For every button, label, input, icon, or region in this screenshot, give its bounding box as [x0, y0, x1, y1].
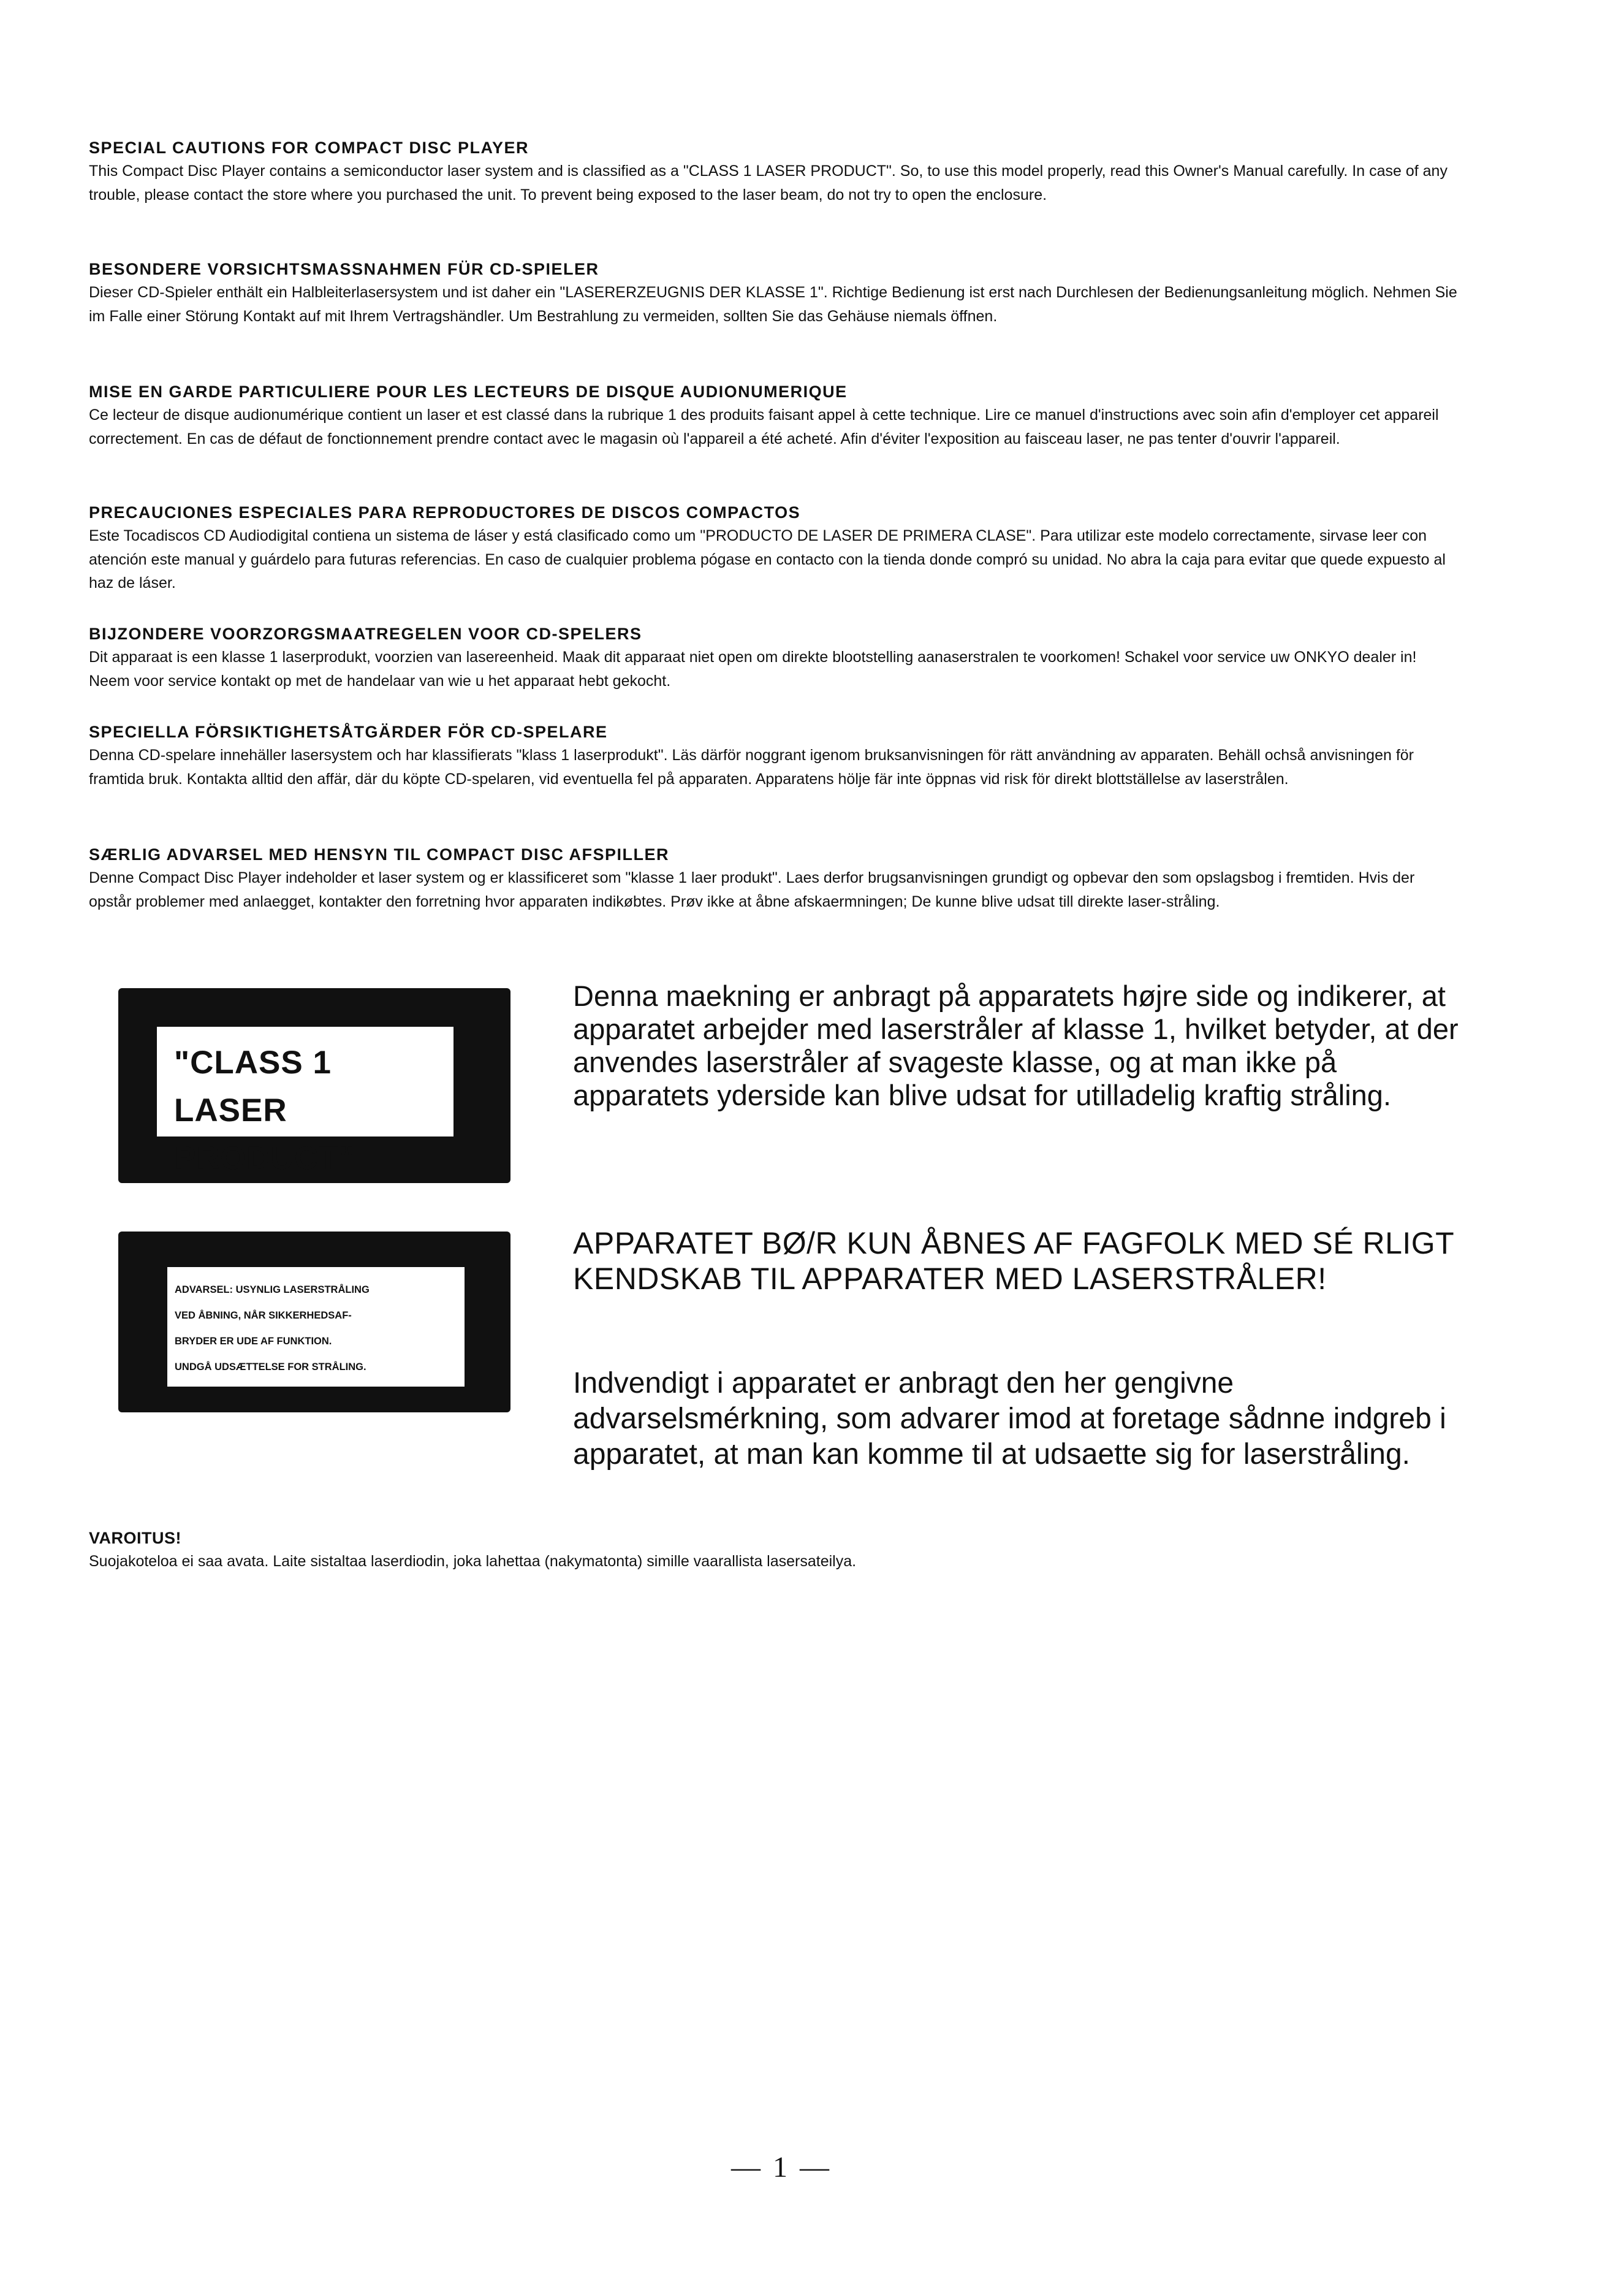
- section-title: SÆRLIG ADVARSEL MED HENSYN TIL COMPACT DISC AFSPILLER: [89, 845, 670, 864]
- page-number: — 1 —: [731, 2151, 832, 2183]
- section-body: Denna CD-spelare innehäller lasersystem och har klassifierats "klass 1 laserprodukt". Läs därför noggrant igenom bruksanvisningen för rätt användning av apparaten. Behäll ochså anvisningen för framtida bruk. Kontakta alltid den affär, där du köpte CD-spelaren, vid eventuella fel på apparaten. Apparatens hölje fär inte öppnas vid risk för direkt blottställelse av laserstrålen.: [89, 747, 1414, 788]
- section-english: [89, 136, 1459, 207]
- section-spanish: [89, 501, 1459, 595]
- warning-description: Indvendigt i apparatet er anbragt den her gengivne advarselsmérkning, som advarer imod at foretage sådnne indgreb i apparatet, at man kan komme til at udsaette sig for laserstråling.: [573, 1367, 1446, 1471]
- section-body: Dit apparaat is een klasse 1 laserprodukt, voorzien van lasereenheid. Maak dit apparaat niet open om direkte blootstelling aanaserstralen te voorkomen! Schakel voor service uw ONKYO dealer in! Neem voor service kontakt op met de handelaar van wie u het apparaat hebt gekocht.: [89, 649, 1417, 690]
- laser-warning-label-panel: [167, 1267, 465, 1387]
- section-title: SPECIAL CAUTIONS FOR COMPACT DISC PLAYER: [89, 139, 529, 157]
- class1-laser-label: [118, 988, 510, 1183]
- section-title: VAROITUS!: [89, 1529, 181, 1547]
- warning-label-line: UNDGÅ UDSÆTTELSE FOR STRÅLING.: [175, 1361, 366, 1373]
- warning-label-line: BRYDER ER UDE AF FUNKTION.: [175, 1336, 332, 1347]
- warning-label-line: VED ÅBNING, NÅR SIKKERHEDSAF-: [175, 1310, 352, 1321]
- warning-heading: APPARATET BØ/R KUN ÅBNES AF FAGFOLK MED SÉ RLIGT KENDSKAB TIL APPARATER MED LASERSTRÅLER!: [573, 1226, 1454, 1296]
- section-title: BESONDERE VORSICHTSMASSNAHMEN FÜR CD-SPIELER: [89, 260, 599, 278]
- section-title: MISE EN GARDE PARTICULIERE POUR LES LECTEURS DE DISQUE AUDIONUMERIQUE: [89, 383, 848, 401]
- class1-label-description: Denna maekning er anbragt på apparatets højre side og indikerer, at apparatet arbejder med laserstråler af klasse 1, hvilket betyder, at der anvendes laserstråler af svageste klasse, og at man ikke på apparatets yderside kan blive udsat for utilladelig kraftig stråling.: [573, 980, 1459, 1111]
- section-german: [89, 257, 1459, 328]
- section-finnish: [89, 1526, 1459, 1574]
- section-body: This Compact Disc Player contains a semiconductor laser system and is classified as a "CLASS 1 LASER PRODUCT". So, to use this model properly, read this Owner's Manual carefully. In case of any trouble, please contact the store where you purchased the unit. To prevent being exposed to the laser beam, do not try to open the enclosure.: [89, 162, 1448, 204]
- section-body: Suojakoteloa ei saa avata. Laite sistaltaa laserdiodin, joka lahettaa (nakymatonta) simille vaarallista lasersateilya.: [89, 1553, 857, 1570]
- section-body: Denne Compact Disc Player indeholder et laser system og er klassificeret som "klasse 1 laer produkt". Laes derfor brugsanvisningen grundigt og opbevar den som opslagsbog i fremtiden. Hvis der opstår problemer med anlaegget, kontakter den forretning hvor apparaten indikøbtes. Prøv ikke at åbne afskaermningen; De kunne blive udsat till direkte laser-stråling.: [89, 869, 1415, 910]
- section-body: Dieser CD-Spieler enthält ein Halbleiterlasersystem und ist daher ein "LASERERZEUGNIS DER KLASSE 1". Richtige Bedienung ist erst nach Durchlesen der Bedienungsanleitung möglich. Nehmen Sie im Falle einer Störung Kontakt auf mit Ihrem Vertragshändler. Um Bestrahlung zu vermeiden, sollten Sie das Gehäuse niemals öffnen.: [89, 284, 1457, 325]
- section-french: [89, 380, 1459, 451]
- class1-label-line: "CLASS 1 LASER: [174, 1045, 332, 1129]
- section-swedish: [89, 720, 1459, 791]
- section-body: Este Tocadiscos CD Audiodigital contiena un sistema de láser y está clasificado como um "PRODUCTO DE LASER DE PRIMERA CLASE". Para utilizar este modelo correctamente, sirvase leer con atención este manual y guárdelo para futuras referencias. En caso de cualquier problema pógase en contacto con la tienda donde compró su unidad. No abra la caja para evitar que quede expuesto al haz de láser.: [89, 527, 1446, 592]
- section-danish: [89, 843, 1459, 913]
- warning-label-line: ADVARSEL: USYNLIG LASERSTRÅLING: [175, 1284, 370, 1295]
- section-body: Ce lecteur de disque audionumérique contient un laser et est classé dans la rubrique 1 des produits faisant appel à cette technique. Lire ce manuel d'instructions avec soin afin d'employer cet appareil correctement. En cas de défaut de fonctionnement prendre contact avec le magasin où l'appareil a été acheté. Afin d'éviter l'exposition au faisceau laser, ne pas tenter d'ouvrir l'appareil.: [89, 406, 1439, 447]
- section-title: PRECAUCIONES ESPECIALES PARA REPRODUCTORES DE DISCOS COMPACTOS: [89, 503, 801, 522]
- laser-warning-label: [118, 1232, 510, 1412]
- class1-laser-label-panel: [155, 1025, 455, 1176]
- section-dutch: [89, 622, 1459, 693]
- section-title: BIJZONDERE VOORZORGSMAATREGELEN VOOR CD-SPELERS: [89, 625, 642, 643]
- section-title: SPECIELLA FÖRSIKTIGHETSÅTGÄRDER FÖR CD-SPELARE: [89, 723, 608, 741]
- class1-label-line: PRODUCT": [174, 1140, 355, 1176]
